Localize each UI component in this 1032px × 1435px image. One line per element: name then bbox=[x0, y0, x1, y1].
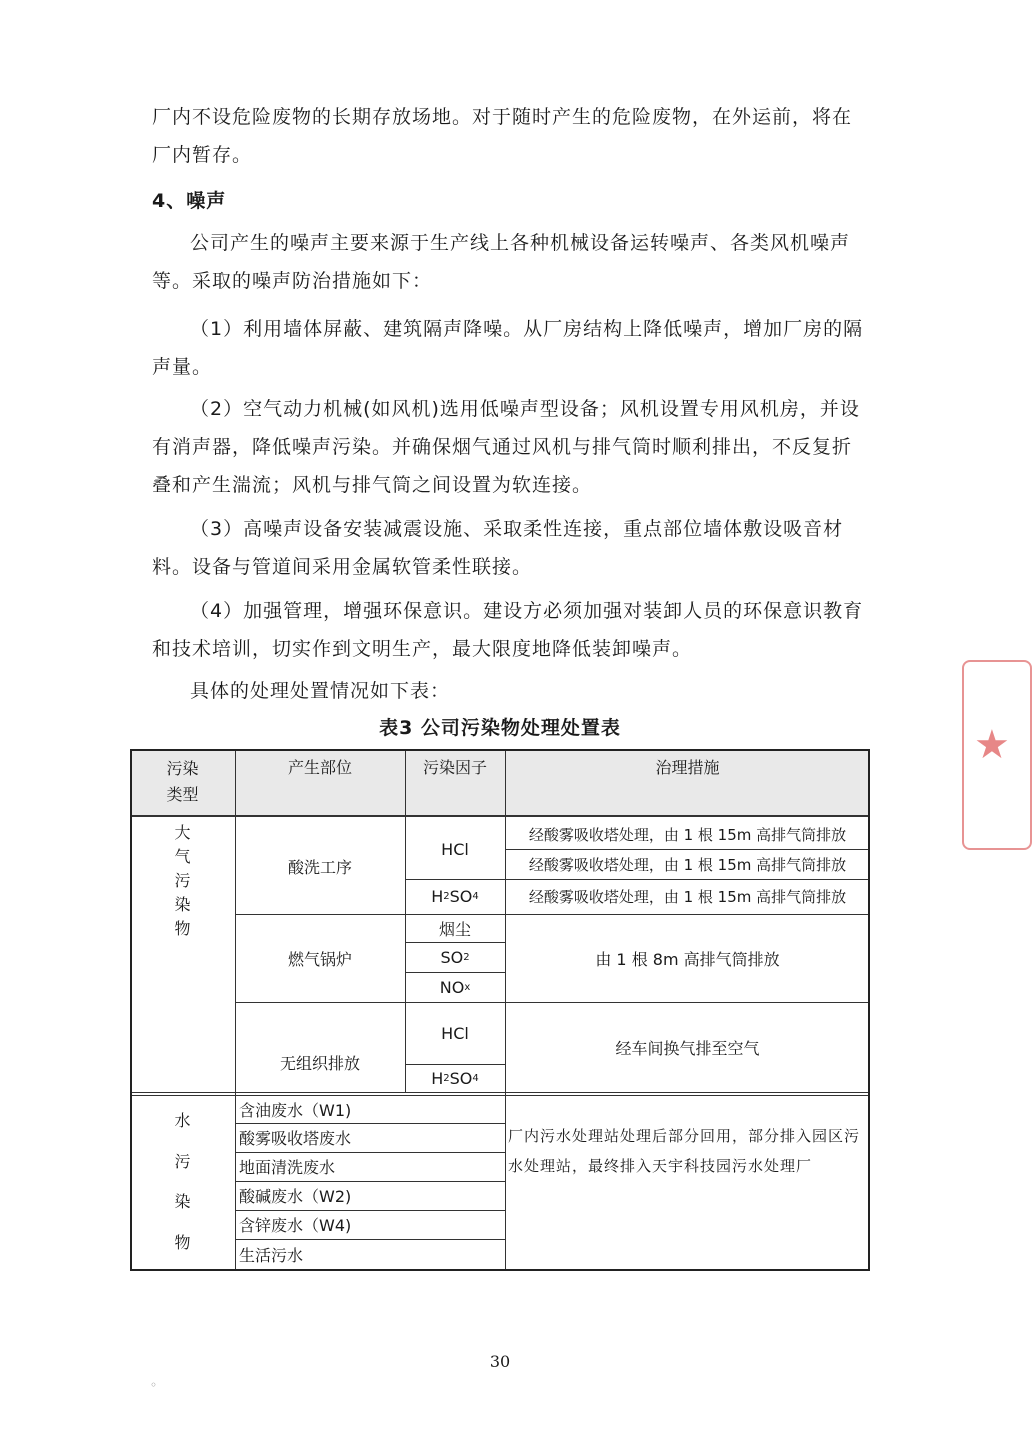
formula-subscript: 2 bbox=[463, 951, 470, 963]
measure-fugitive: 经车间换气排至空气 bbox=[615, 1038, 760, 1058]
paragraph-measure-1: （1）利用墙体屏蔽、建筑隔声降噪。从厂房结构上降低噪声，增加厂房的隔声量。 bbox=[152, 318, 864, 378]
formula-part: SO bbox=[449, 1068, 473, 1088]
source-fugitive: 无组织排放 bbox=[279, 1053, 360, 1073]
formula-subscript: 4 bbox=[472, 1072, 479, 1084]
header-measure: 治理措施 bbox=[655, 757, 720, 777]
formula-part: H bbox=[431, 1068, 444, 1088]
measure-water: 厂内污水处理站处理后部分回用，部分排入园区污水处理站，最终排入天宇科技园污水处理厂 bbox=[508, 1127, 861, 1175]
page-number: 30 bbox=[489, 1352, 511, 1371]
measure-pickling-3: 经酸雾吸收塔处理，由 1 根 15m 高排气筒排放 bbox=[528, 888, 847, 906]
type-water-char: 水 bbox=[174, 1111, 191, 1131]
water-source-acid-mist: 酸雾吸收塔废水 bbox=[239, 1129, 352, 1148]
star-icon: ★ bbox=[974, 722, 1010, 768]
header-source: 产生部位 bbox=[287, 757, 352, 777]
measure-pickling-1: 经酸雾吸收塔处理，由 1 根 15m 高排气筒排放 bbox=[528, 825, 847, 844]
header-type-line1: 污染 bbox=[166, 759, 199, 778]
type-water-char: 污 bbox=[174, 1151, 191, 1171]
source-pickling: 酸洗工序 bbox=[287, 858, 352, 877]
paragraph-measure-3: （3）高噪声设备安装减震设施、采取柔性连接，重点部位墙体敷设吸音材料。设备与管道间采用金属软管柔性联接。 bbox=[152, 518, 844, 578]
paragraph-measure-2: （2）空气动力机械(如风机)选用低噪声型设备；风机设置专用风机房，并设有消声器，降低噪声污染。并确保烟气通过风机与排气筒时顺利排出，不反复折叠和产生湍流；风机与排气筒之间设置为软连接。 bbox=[152, 398, 860, 496]
water-source-oily: 含油废水（W1) bbox=[239, 1100, 352, 1120]
header-factor: 污染因子 bbox=[422, 757, 487, 777]
pollutant-table bbox=[130, 749, 870, 1271]
table-title: 表3 公司污染物处理处置表 bbox=[379, 717, 621, 739]
header-type-line2: 类型 bbox=[166, 785, 199, 804]
type-water-char: 染 bbox=[174, 1192, 191, 1212]
paragraph-table-intro: 具体的处理处置情况如下表： bbox=[190, 680, 451, 702]
measure-gas-boiler: 由 1 根 8m 高排气筒排放 bbox=[595, 949, 780, 969]
water-source-acid-alkali: 酸碱废水（W2) bbox=[239, 1187, 352, 1206]
factor-boiler-dust: 烟尘 bbox=[438, 919, 471, 939]
measure-pickling-2: 经酸雾吸收塔处理，由 1 根 15m 高排气筒排放 bbox=[528, 855, 847, 874]
type-air-char: 物 bbox=[174, 919, 191, 938]
water-source-domestic: 生活污水 bbox=[239, 1245, 304, 1265]
type-air-char: 染 bbox=[174, 895, 191, 914]
water-source-floor: 地面清洗废水 bbox=[239, 1158, 336, 1177]
type-air-char: 大 bbox=[174, 823, 191, 842]
paragraph-hazardous-waste: 厂内不设危险废物的长期存放场地。对于随时产生的危险废物，在外运前，将在厂内暂存。 bbox=[152, 106, 853, 166]
formula-subscript: 2 bbox=[443, 891, 450, 902]
formula-subscript: 2 bbox=[443, 1072, 450, 1084]
type-air-char: 气 bbox=[174, 847, 191, 866]
seal-stamp bbox=[962, 660, 1032, 850]
source-gas-boiler: 燃气锅炉 bbox=[287, 949, 352, 969]
formula-part: SO bbox=[449, 887, 473, 906]
paragraph-measure-4: （4）加强管理，增强环保意识。建设方必须加强对装卸人员的环保意识教育和技术培训，切实作到文明生产，最大限度地降低装卸噪声。 bbox=[152, 600, 864, 660]
table-frame bbox=[130, 749, 870, 1271]
water-source-zinc: 含锌废水（W4) bbox=[239, 1216, 352, 1235]
scan-mark: ◦ bbox=[150, 1378, 158, 1392]
formula-subscript: 4 bbox=[472, 891, 479, 902]
formula-part: NO bbox=[439, 977, 465, 997]
factor-fugitive-hcl: HCl bbox=[441, 1023, 469, 1043]
type-air-char: 污 bbox=[174, 871, 191, 890]
formula-part: H bbox=[431, 887, 444, 906]
paragraph-noise-source: 公司产生的噪声主要来源于生产线上各种机械设备运转噪声、各类风机噪声等。采取的噪声防治措施如下： bbox=[152, 232, 851, 292]
section-heading-noise: 4、噪声 bbox=[152, 190, 227, 212]
factor-pickling-hcl: HCl bbox=[441, 839, 469, 859]
formula-subscript: x bbox=[464, 981, 471, 993]
type-water-char: 物 bbox=[174, 1232, 191, 1252]
formula-part: SO bbox=[440, 947, 464, 967]
